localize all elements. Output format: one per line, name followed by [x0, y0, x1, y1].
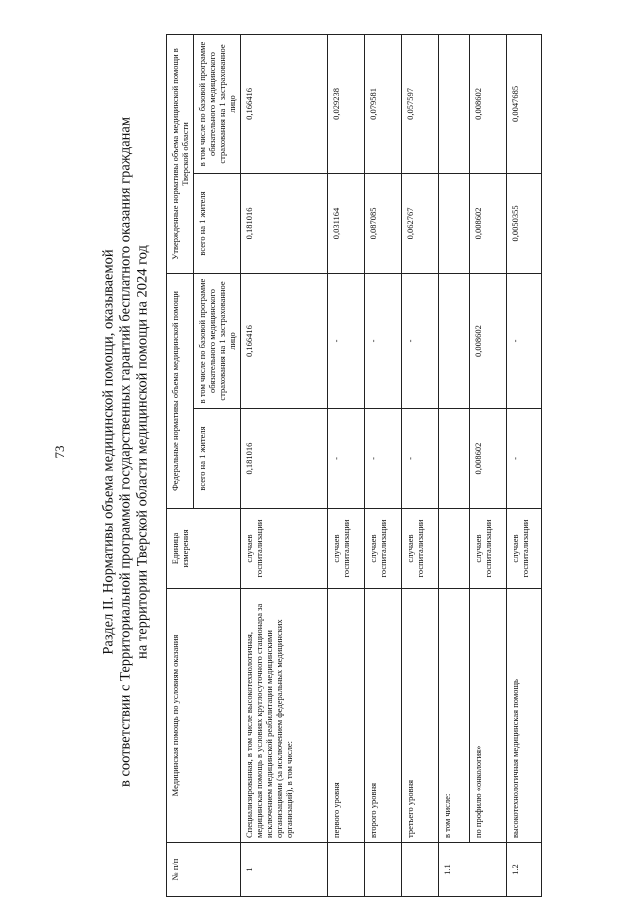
- cell-care: второго уровня: [365, 589, 402, 843]
- cell-unit: случаев госпитализации: [328, 509, 365, 589]
- table-row: [507, 34, 542, 896]
- table-row: [328, 34, 365, 896]
- cell-num: 1.2: [507, 843, 542, 897]
- table-row: [402, 34, 439, 896]
- header-row: [167, 34, 194, 896]
- cell-num: [402, 843, 439, 897]
- header-fed-total: всего на 1 жителя: [194, 409, 241, 509]
- cell-num: 1: [241, 843, 328, 897]
- page-number: 73: [52, 445, 67, 459]
- cell-fed-total: -: [365, 409, 402, 509]
- cell-unit: случаев госпитализации: [365, 509, 402, 589]
- cell-fed-basic: -: [328, 273, 365, 408]
- cell-num: 1.1: [439, 843, 507, 897]
- cell-app-total: 0,008602: [470, 173, 507, 273]
- cell-fed-total: 0,008602: [470, 409, 507, 509]
- cell-fed-basic: -: [402, 273, 439, 408]
- cell-app-total: 0,181016: [241, 173, 328, 273]
- cell-fed-basic: -: [365, 273, 402, 408]
- table-row: [241, 34, 328, 896]
- cell-app-total: 0,031164: [328, 173, 365, 273]
- header-app-total: всего на 1 жителя: [194, 173, 241, 273]
- cell-app-total: 0,062767: [402, 173, 439, 273]
- header-federal: Федеральные нормативы объема медицинской помощи: [167, 273, 194, 508]
- section-title-line: на территории Тверской области медицинской помощи на 2024 год: [134, 245, 151, 659]
- cell-fed-total: 0,181016: [241, 409, 328, 509]
- cell-fed-basic: 0,008602: [470, 273, 507, 408]
- norms-table-sheet: [166, 35, 624, 897]
- cell-care: первого уровня: [328, 589, 365, 843]
- table-row: [439, 34, 470, 896]
- header-num: № п/п: [167, 843, 241, 897]
- header-approved: Утвержденные нормативы объема медицинской помощи в Тверской области: [167, 34, 194, 273]
- cell-unit: случаев госпитализации: [507, 509, 542, 589]
- cell-care: по профилю «онкология»: [470, 589, 507, 843]
- header-app-basic: в том числе по базовой программе обязательного медицинского страхования на 1 застрахованное лицо: [194, 34, 241, 173]
- cell-app-total: 0,087085: [365, 173, 402, 273]
- header-unit: Единица измерения: [167, 509, 241, 589]
- cell-fed-total: -: [402, 409, 439, 509]
- cell-care: Специализированная, в том числе высокотехнологичная, медицинская помощь в условиях круглосуточного стационара за исключением медицинской реабилитации медицинскими организациями (за исключением федеральных медицинских организаций), в том числе:: [241, 589, 328, 843]
- cell-app-basic: 0,029238: [328, 34, 365, 173]
- cell-num: [328, 843, 365, 897]
- cell-app-basic: 0,008602: [470, 34, 507, 173]
- cell-fed-total: -: [507, 409, 542, 509]
- cell-fed-basic: -: [507, 273, 542, 408]
- cell-num: [365, 843, 402, 897]
- cell-app-total: [439, 173, 470, 273]
- cell-care: в том числе:: [439, 589, 470, 843]
- cell-app-total: 0,0050355: [507, 173, 542, 273]
- cell-unit: случаев госпитализации: [402, 509, 439, 589]
- cell-care: высокотехнологичная медицинская помощь: [507, 589, 542, 843]
- cell-care: третьего уровня: [402, 589, 439, 843]
- section-title-line: в соответствии с Территориальной программой государственных гарантий бесплатного оказания гражданам: [117, 116, 134, 788]
- header-care: Медицинская помощь по условиям оказания: [167, 589, 241, 843]
- table-row: [365, 34, 402, 896]
- cell-app-basic: [439, 34, 470, 173]
- section-title-line: Раздел II. Нормативы объема медицинской помощи, оказываемой: [100, 249, 117, 655]
- cell-fed-total: [439, 409, 470, 509]
- cell-unit: случаев госпитализации: [470, 509, 507, 589]
- section-title: [101, 22, 152, 882]
- cell-fed-total: -: [328, 409, 365, 509]
- header-fed-basic: в том числе по базовой программе обязательного медицинского страхования на 1 застрахованное лицо: [194, 273, 241, 408]
- cell-fed-basic: [439, 273, 470, 408]
- cell-unit: [439, 509, 470, 589]
- cell-fed-basic: 0,166416: [241, 273, 328, 408]
- norms-table: [166, 34, 542, 897]
- cell-app-basic: 0,057597: [402, 34, 439, 173]
- cell-app-basic: 0,166416: [241, 34, 328, 173]
- cell-app-basic: 0,079581: [365, 34, 402, 173]
- cell-app-basic: 0,0047685: [507, 34, 542, 173]
- table-row: [470, 34, 507, 896]
- cell-unit: случаев госпитализации: [241, 509, 328, 589]
